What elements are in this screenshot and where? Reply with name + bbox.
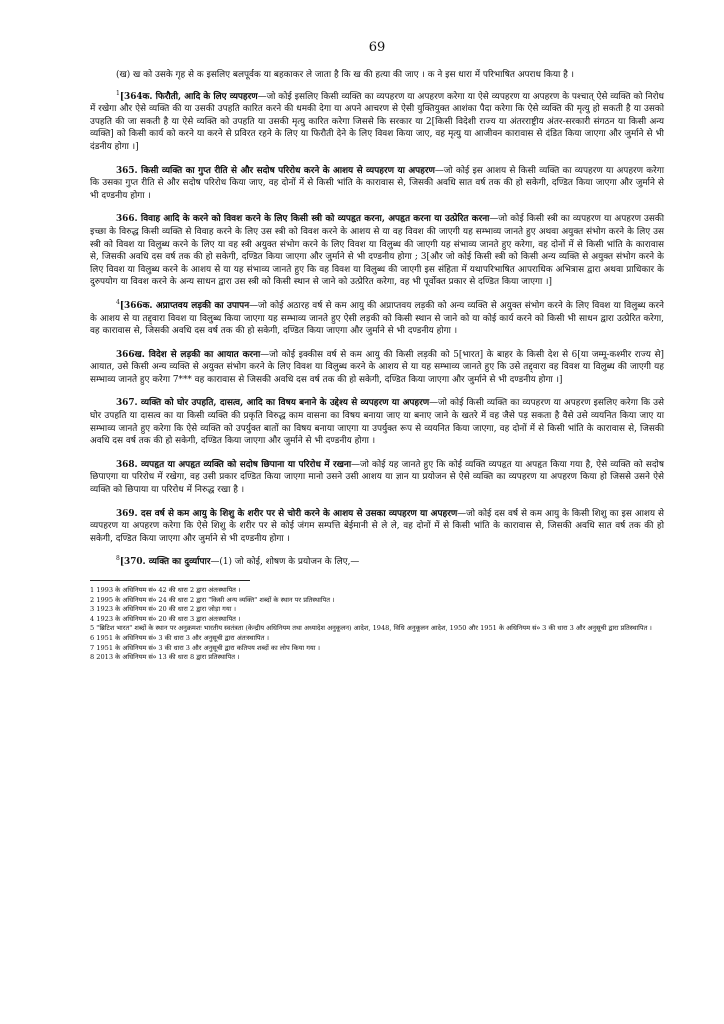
section-text: —(1) जो कोई, शोषण के प्रयोजन के लिए,— [210,557,360,568]
page-number: 69 [368,40,386,55]
footnote: 7 1951 के अधिनियम सं० 3 की धारा 3 और अनुसूची द्वारा कतिपय शब्दों का लोप किया गया । [90,643,321,652]
footnote: 3 1923 के अधिनियम सं० 20 की धारा 2 द्वारा जोड़ा गया । [90,605,237,614]
section-heading: 366. विवाह आदि के करने को विवश करने के लिए किसी स्त्री को व्यपहृत करना, अपहृत करना या उत्प्रेरित करना [116,214,490,225]
footnote: 4 1923 के अधिनियम सं० 20 की धारा 3 द्वारा अंतःस्थापित । [90,614,241,623]
section-heading: 369. दस वर्ष से कम आयु के शिशु के शरीर पर से चोरी करने के आशय से उसका व्यपहरण या अपहरण [116,508,458,519]
section-text: —जो कोई यह जानते हुए कि कोई व्यक्ति व्यपहृत या अपहृत किया गया है, ऐसे व्यक्ति को सदोष छिपाएगा या परिरोध में रखेगा, वह उसी प्रकार दण्डित किया जाएगा मानो उसने उसी आशय या ज्ञान या प्रयोजन से ऐसे व्यक्ति का व्यपहरण या अपहरण किया हो जिससे उसने ऐसे व्यक्ति को छिपाया या परिरोध में निरुद्ध रखा है । [90,459,664,496]
footnote: 8 2013 के अधिनियम सं० 13 की धारा 8 द्वारा प्रतिस्थापित । [90,653,240,662]
section-heading: 366ख. विदेश से लड़की का आयात करना [116,349,261,360]
section-heading: 365. किसी व्यक्ति का गुप्त रीति से और सदोष परिरोध करने के आशय से व्यपहरण या अपहरण [116,165,435,176]
section-text: —जो कोई किसी व्यक्ति का व्यपहरण या अपहरण इसलिए करेगा कि उसे घोर उपहति या दासत्व का या किसी व्यक्ति की प्रकृति विरुद्ध काम वासना का विषय बनाया जाए या बनाए जाने के खतरे में वह जैसे पड़ सकता है वैसे उसे व्ययनित किया जाए या सम्भाव्य जानते हुए करेगा कि ऐसे व्यक्ति को उपर्युक्त बातों का विषय बनाया जाएगा या उपर्युक्त रूप से व्ययनित किया जाएगा, वह दोनों में से किसी भांति के कारावास से, जिसकी अवधि दस वर्ष तक की हो सकेगी, दण्डित किया जाएगा और जुर्माने से भी दण्डनीय होगा । [90,398,664,447]
section-366b [90,349,664,387]
section-text: —जो कोई इसलिए किसी व्यक्ति का व्यपहरण या अपहरण करेगा या ऐसे व्यपहरण या अपहरण के पश्चात् ऐसे व्यक्ति को निरोध में रखेगा और ऐसे व्यक्ति की या उसकी उपहति कारित करने की धमकी देगा या अपने आचरण से ऐसी युक्तियुक्त आशंका पैदा करेगा कि ऐसे व्यक्ति की मृत्यु हो सकती है या उसको उपहति की जा सकती है या ऐसे व्यक्ति को उपहति या उसकी मृत्यु कारित करेगा जिससे कि सरकार या 2[किसी विदेशी राज्य या अंतरराष्ट्रीय अंतर-सरकारी संगठन या किसी अन्य व्यक्ति] को किसी कार्य को करने या करने से प्रविरत रहने के लिए या फिरौती देने के लिए विवश किया जाए, वह मृत्यु या आजीवन कारावास से दंडित किया जाएगा और जुर्माने से भी दंडनीय होगा ।] [90,91,665,152]
section-text: —जो कोई अठारह वर्ष से कम आयु की अप्राप्तवय लड़की को अन्य व्यक्ति से अयुक्त संभोग करने के लिए विवश या विलुब्ध करने के आशय से या तद्द्वारा विवश या विलुब्ध किया जाएगा यह सम्भाव्य जानते हुए ऐसी लड़की को किसी स्थान से जाने को या कोई कार्य करने को किसी भी साधन द्वारा उत्प्रेरित करेगा, वह कारावास से, जिसकी अवधि दस वर्ष तक की हो सकेगी, दण्डित किया जाएगा और जुर्माने से भी दण्डनीय होगा । [90,300,664,337]
footnote: 5 "ब्रिटिश भारत" शब्दों के स्थान पर अनुक्रमशः भारतीय स्वतंत्रता (केन्द्रीय अधिनियम तथा अध्यादेश अनुकूलन) आदेश, 1948, विधि अनुकूलन आदेश, 1950 और 1951 के अधिनियम सं० 3 की धारा 3 और अनुसूची द्वारा प्रतिस्थापित । [90,624,652,633]
section-text: —जो कोई इक्कीस वर्ष से कम आयु की किसी लड़की को 5[भारत] के बाहर के किसी देश से 6[या जम्मू-कश्मीर राज्य से] आयात, उसे किसी अन्य व्यक्ति से अयुक्त संभोग करने के लिए विवश या विलुब्ध करने के आशय से या यह सम्भाव्य जानते हुए कि उसे तद्द्वारा वह विवश या विलुब्ध की जाएगी यह सम्भाव्य जानते हुए करेगा 7*** वह कारावास से जिसकी अवधि दस वर्ष तक की हो सकेगी, दण्डित किया जाएगा और जुर्माने से भी दण्डनीय होगा ।] [90,349,664,385]
section-heading: [366क. अप्राप्तवय लड़की का उपापन [119,300,250,311]
section-369 [90,508,664,546]
footnote: 6 1951 के अधिनियम सं० 3 की धारा 3 और अनुसूची द्वारा अंतःस्थापित । [90,633,270,642]
section-366 [90,213,664,289]
section-text: —जो कोई इस आशय से किसी व्यक्ति का व्यपहरण या अपहरण करेगा कि उसका गुप्त रीति से और सदोष परिरोध किया जाए, वह दोनों में से किसी भांति के कारावास से, जिसकी अवधि सात वर्ष तक की हो सकेगी, दण्डित किया जाएगा और जुर्माने से भी दण्डनीय होगा । [90,165,664,201]
footnotes [90,586,664,663]
section-heading: [370. व्यक्ति का दुर्व्यापार [119,557,211,568]
section-heading: 367. व्यक्ति को घोर उपहति, दासत्व, आदि का विषय बनाने के उद्देश्य से व्यपहरण या अपहरण [116,398,430,409]
section-368 [90,459,664,497]
section-365 [90,165,664,203]
footnote: 1 1993 के अधिनियम सं० 42 की धारा 2 द्वारा अंतःस्थापित । [90,586,241,594]
section-heading: [364क. फिरौती, आदि के लिए व्यपहरण [119,91,258,102]
footnote-marker: 1 [116,89,120,97]
footnote: 2 1995 के अधिनियम सं० 24 की धारा 2 द्वारा "किसी अन्य व्यक्ति" शब्दों के स्थान पर प्रतिस्थापित । [90,595,335,604]
section-text: —जो कोई किसी स्त्री का व्यपहरण या अपहरण उसकी इच्छा के विरुद्ध किसी व्यक्ति से विवाह करने के लिए उस स्त्री को विवश करने के आशय से या वह विवश की जाएगी यह सम्भाव्य जानते हुए अथवा अयुक्त संभोग करने के लिए उस स्त्री को विवश या विलुब्ध करने के लिए या वह स्त्री अयुक्त संभोग करने के लिए विवश या विलुब्ध की जाएगी यह संभाव्य जानते हुए करेगा, वह दोनों में से किसी भांति के कारावास से, जिसकी अवधि दस वर्ष तक की हो सकेगी, दण्डित किया जाएगा और जुर्माने से भी दण्डनीय होगा ; 3[और जो कोई किसी स्त्री को किसी अन्य व्यक्ति से अयुक्त संभोग करने के लिए विवश या विलुब्ध करने के आशय से या यह संभाव्य जानते हुए कि वह विवश या विलुब्ध की जाएगी इस संहिता में यथापरिभाषित आपराधिक अभित्रास द्वारा अथवा प्राधिकार के दुरुपयोग या विवश करने के अन्य साधन द्वारा उस स्त्री को किसी स्थान से जाने को उत्प्रेरित करेगा, वह भी पूर्वोक्त प्रकार से दण्डित किया जाएगा ।] [90,214,664,288]
section-text: —जो कोई दस वर्ष से कम आयु के किसी शिशु का इस आशय से व्यपहरण या अपहरण करेगा कि ऐसे शिशु के शरीर पर से कोई जंगम सम्पत्ति बेईमानी से ले ले, वह दोनों में से किसी भांति के कारावास से, जिसकी अवधि सात वर्ष तक की हो सकेगी, दण्डित किया जाएगा और जुर्माने से भी दण्डनीय होगा । [90,508,664,544]
section-364a [90,91,664,154]
section-heading: 368. व्यपहृत या अपहृत व्यक्ति को सदोष छिपाना या परिरोध में रखना [116,459,352,470]
footnote-divider [90,580,250,581]
section-367 [90,397,664,447]
section-text: (ख) ख को उसके गृह से क इसलिए बलपूर्वक या बहकाकर ले जाता है कि ख की हत्या की जाए । क ने इस धारा में परिभाषित अपराध किया है । [116,70,575,80]
section-370 [90,556,664,569]
footnote-marker: 8 [116,555,120,563]
clause-kha-illustration [90,69,664,82]
section-366a [90,300,664,338]
footnote-marker: 4 [116,298,120,306]
